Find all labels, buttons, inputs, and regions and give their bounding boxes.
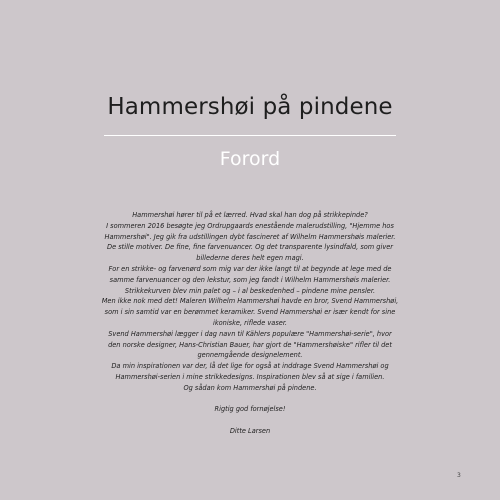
body-line: gennemgående designelement. xyxy=(197,351,303,360)
body-line: Svend Hammershøi lægger i dag navn til Kählers populære "Hammershøi-serie", hvor xyxy=(108,329,392,338)
body-line: Hammershøi-serien i mine strikkedesigns. Inspirationen blev så at sige i familien. xyxy=(115,372,385,381)
body-line: ikoniske, riflede vaser. xyxy=(212,318,288,327)
page-number: 3 xyxy=(457,472,461,479)
paragraph-gap xyxy=(100,394,400,405)
body-line: Strikkekurven blev min palet og – i al beskedenhed – pindene mine pensler. xyxy=(124,286,376,295)
body-line: Hammershøi hører til på et lærred. Hvad skal han dog på strikkepinde? xyxy=(132,211,368,219)
body-line: som i sin samtid var en berømmet keramiker. Svend Hammershøi er især kendt for sine xyxy=(104,308,396,317)
paragraph-gap xyxy=(100,415,400,426)
body-line: De stille motiver. De fine, fine farvenuancer. Og det transparente lysindfald, som giver xyxy=(107,243,393,252)
body-line: samme farvenuancer og den lekstur, som jeg fandt i Wilhelm Hammershøis malerier. xyxy=(109,275,391,284)
body-line: Og sådan kom Hammershøi på pindene. xyxy=(183,383,317,392)
body-line: I sommeren 2016 besøgte jeg Ordrupgaards enestående malerudstilling, "Hjemme hos xyxy=(106,221,394,230)
body-line: den norske designer, Hans-Christian Bauer, har gjort de "Hammershøiske" rifler til det xyxy=(108,340,392,349)
body-line: For en strikke- og farvenørd som mig var der ikke langt til at begynde at lege med de xyxy=(108,264,392,273)
preface-body xyxy=(100,210,400,437)
signature: Ditte Larsen xyxy=(229,426,271,435)
closing-line: Rigtig god fornøjelse! xyxy=(214,405,286,414)
page-title: Hammershøi på pindene xyxy=(107,94,393,120)
body-line: billederne deres helt egen magi. xyxy=(196,254,304,263)
title-divider xyxy=(104,135,396,136)
section-heading: Forord xyxy=(219,148,281,170)
body-line: Men ikke nok med det! Maleren Wilhelm Hammershøi havde en bror, Svend Hammershøi, xyxy=(101,297,399,306)
body-line: Hammershøi". Jeg gik fra udstillingen dybt fascineret af Wilhelm Hammershøis malerier. xyxy=(104,232,396,241)
body-line: Da min inspirationen var der, lå det lige for også at inddrage Svend Hammershøi og xyxy=(111,362,389,371)
